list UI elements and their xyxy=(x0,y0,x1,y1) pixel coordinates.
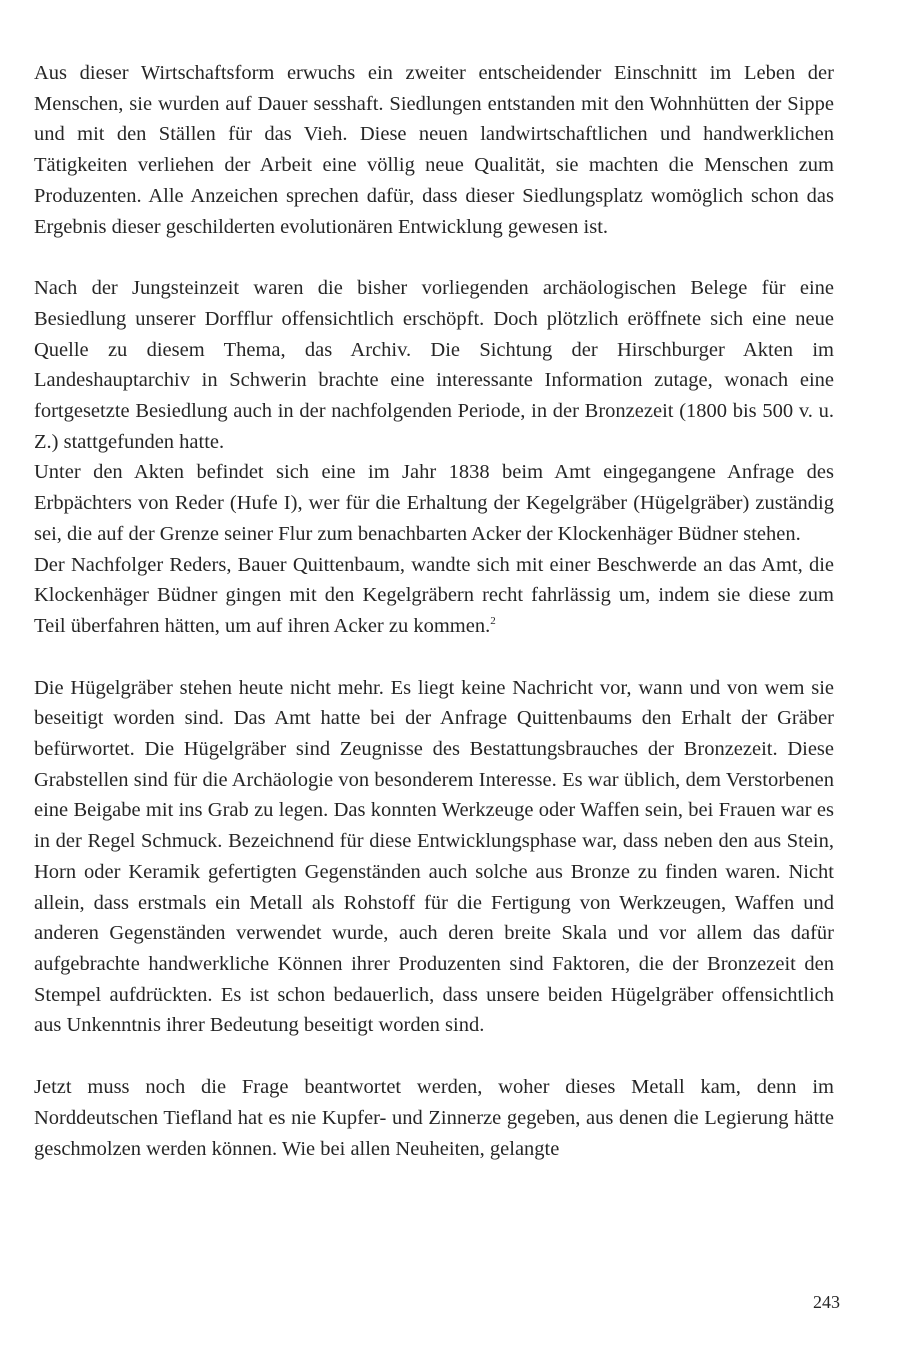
page-number: 243 xyxy=(813,1292,840,1312)
paragraph-quittenbaum xyxy=(34,550,834,642)
paragraph-quittenbaum-text: Der Nachfolger Reders, Bauer Quittenbaum, wandte sich mit einer Beschwerde an das Amt, die Klockenhäger Büdner gingen mit den Kegelgräbern recht fahrlässig um, indem sie diese zum Teil überfahren hätten, um auf ihren Acker zu kommen. xyxy=(34,553,834,637)
body-text xyxy=(34,58,834,1164)
paragraph-gap xyxy=(34,642,834,673)
paragraph-sesshaftigkeit: Aus dieser Wirtschaftsform erwuchs ein zweiter entscheidender Einschnitt im Leben der Menschen, sie wurden auf Dauer sesshaft. Siedlungen entstanden mit den Wohnhütten der Sippe und mit den Ställen für das Vieh. Diese neuen landwirtschaftlichen und handwerklichen Tätigkeiten verliehen der Arbeit eine völlig neue Qualität, sie machten die Menschen zum Produzenten. Alle Anzeichen sprechen dafür, dass dieser Siedlungsplatz womöglich schon das Ergebnis dieser geschilderten evolutionären Entwicklung gewesen ist. xyxy=(34,62,834,238)
paragraph-gap xyxy=(34,1041,834,1072)
footnote-marker: 2 xyxy=(490,615,496,628)
paragraph-huegelgraeber: Die Hügelgräber stehen heute nicht mehr. Es liegt keine Nachricht vor, wann und von wem sie beseitigt worden sind. Das Amt hatte bei der Anfrage Quittenbaums den Erhalt der Gräber befürwortet. Die Hügelgräber sind Zeugnisse des Bestattungsbrauches der Bronzezeit. Diese Grabstellen sind für die Archäologie von besonderem Interesse. Es war üblich, dem Verstorbenen eine Beigabe mit ins Grab zu legen. Das konnten Werkzeuge oder Waffen sein, bei Frauen war es in der Regel Schmuck. Bezeichnend für diese Entwicklungsphase war, dass neben den aus Stein, Horn oder Keramik gefertigten Gegenständen auch solche aus Bronze zu finden waren. Nicht allein, dass erstmals ein Metall als Rohstoff für die Fertigung von Werkzeugen, Waffen und anderen Gegenständen verwendet wurde, auch deren breite Skala und vor allem das dafür aufgebrachte handwerkliche Können ihrer Produzenten sind Faktoren, die der Bronzezeit den Stempel aufdrückten. Es ist schon bedauerlich, dass unsere beiden Hügelgräber offensichtlich aus Unkenntnis ihrer Bedeutung beseitigt worden sind. xyxy=(34,676,834,1037)
paragraph-metall-herkunft: Jetzt muss noch die Frage beantwortet werden, woher dieses Metall kam, denn im Norddeutschen Tiefland hat es nie Kupfer- und Zinnerze gegeben, aus denen die Legierung hätte geschmolzen werden können. Wie bei allen Neuheiten, gelangte xyxy=(34,1076,834,1160)
paragraph-archiv: Nach der Jungsteinzeit waren die bisher vorliegenden archäologischen Belege für eine Besiedlung unserer Dorfflur offensichtlich erschöpft. Doch plötzlich eröffnete sich eine neue Quelle zu diesem Thema, das Archiv. Die Sichtung der Hirschburger Akten im Landeshauptarchiv in Schwerin brachte eine interessante Information zutage, wonach eine fortgesetzte Besiedlung auch in der nachfolgenden Periode, in der Bronzezeit (1800 bis 500 v. u. Z.) stattgefunden hatte. xyxy=(34,277,834,453)
paragraph-gap xyxy=(34,242,834,273)
paragraph-anfrage-reder: Unter den Akten befindet sich eine im Jahr 1838 beim Amt eingegangene Anfrage des Erbpächters von Reder (Hufe I), wer für die Erhaltung der Kegelgräber (Hügelgräber) zuständig sei, die auf der Grenze seiner Flur zum benachbarten Acker der Klockenhäger Büdner stehen. xyxy=(34,461,834,545)
